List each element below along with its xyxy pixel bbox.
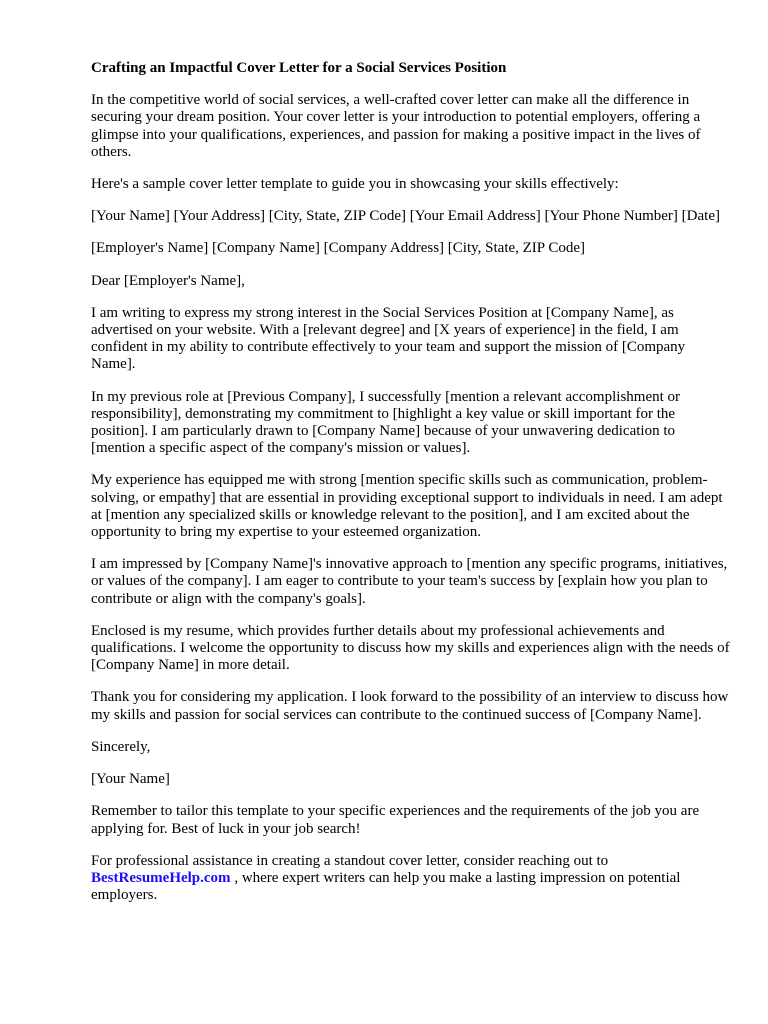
recipient-block: [Employer's Name] [Company Name] [Company Address] [City, State, ZIP Code] <box>91 240 585 257</box>
salutation: Dear [Employer's Name], <box>91 272 245 289</box>
signature: [Your Name] <box>91 771 170 788</box>
body-paragraph-3: My experience has equipped me with strong [mention specific skills such as communication, problem-solving, or empathy] that are essential in providing exceptional support to individuals in need. I am adept at [mention any specialized skills or knowledge relevant to the position], and I am excited about the opportunity to bring my expertise to your esteemed organization. <box>91 472 723 541</box>
bestresumehelp-link[interactable]: BestResumeHelp.com <box>91 869 231 886</box>
assistance-paragraph <box>91 853 731 905</box>
closing: Sincerely, <box>91 738 151 755</box>
body-paragraph-4: I am impressed by [Company Name]'s innovative approach to [mention any specific programs, initiatives, or values of the company]. I am eager to contribute to your team's success by [explain how you plan to contribute or align with the company's goals]. <box>91 556 728 607</box>
document-page <box>91 60 731 919</box>
body-paragraph-2: In my previous role at [Previous Company], I successfully [mention a relevant accomplishment or responsibility], demonstrating my commitment to [highlight a key value or skill important for the position]. I am particularly drawn to [Company Name] because of your unwavering dedication to [mention a specific aspect of the company's mission or values]. <box>91 388 681 457</box>
intro-paragraph: In the competitive world of social services, a well-crafted cover letter can make all the difference in securing your dream position. Your cover letter is your introduction to potential employers, offering a glimpse into your qualifications, experiences, and passion for making a positive impact in the lives of others. <box>91 92 701 160</box>
body-paragraph-1: I am writing to express my strong interest in the Social Services Position at [Company Name], as advertised on your website. With a [relevant degree] and [X years of experience] in the field, I am confident in my ability to contribute effectively to your team and support the mission of [Company Name]. <box>91 304 686 373</box>
assistance-text-after: , where expert writers can help you make a lasting impression on potential employers. <box>91 869 681 904</box>
body-paragraph-6: Thank you for considering my application. I look forward to the possibility of an interview to discuss how my skills and passion for social services can contribute to the continued success of [Company Name]. <box>91 689 729 723</box>
template-intro-paragraph: Here's a sample cover letter template to guide you in showcasing your skills effectively: <box>91 176 619 193</box>
assistance-text-before: For professional assistance in creating a standout cover letter, consider reaching out to <box>91 852 609 869</box>
tailor-note: Remember to tailor this template to your specific experiences and the requirements of the job you are applying for. Best of luck in your job search! <box>91 803 700 837</box>
sender-block: [Your Name] [Your Address] [City, State, ZIP Code] [Your Email Address] [Your Phone Number] [Date] <box>91 208 720 225</box>
body-paragraph-5: Enclosed is my resume, which provides further details about my professional achievements and qualifications. I welcome the opportunity to discuss how my skills and experiences align with the needs of [Company Name] in more detail. <box>91 622 730 674</box>
document-title: Crafting an Impactful Cover Letter for a Social Services Position <box>91 60 507 76</box>
